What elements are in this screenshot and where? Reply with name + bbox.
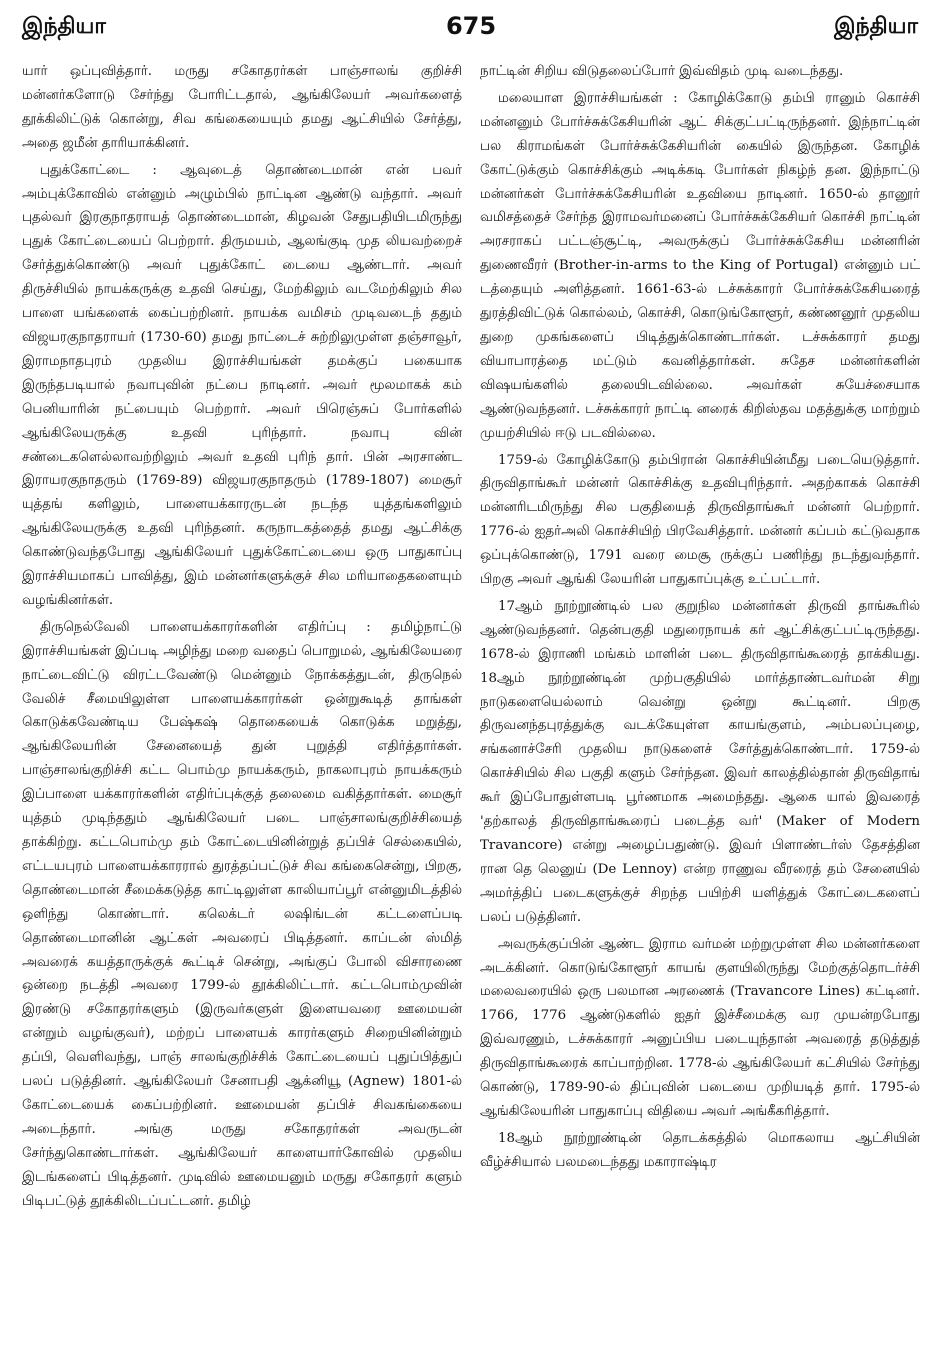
- page-header: [0, 0, 942, 52]
- paragraph: நாட்டின் சிறிய விடுதலைப்போர் இவ்விதம் முடி வடைந்தது.: [480, 64, 844, 79]
- right-column: [480, 60, 920, 1178]
- paragraph: யார் ஒப்புவித்தார். மருது சகோதரர்கள் பாஞ்சாலங் குறிச்சி மன்னர்களோடு சேர்ந்து போரிட்டதால், ஆங்கிலேயர் அவர்களைத் தூக்கிலிட்டுக் கொன்று, சிவ கங்கையையும் தமது ஆட்சியில் சேர்த்து, அதை ஜமீன் தாரியாக்கினர்.: [22, 64, 462, 151]
- paragraph: 18ஆம் நூற்றூண்டின் தொடக்கத்தில் மொகலாய ஆட்சியின் வீழ்ச்சியால் பலமடைந்தது மகாராஷ்டிர: [480, 1130, 920, 1170]
- left-column: [22, 60, 462, 1217]
- paragraph: மலையாள இராச்சியங்கள் : கோழிக்கோடு தம்பி ரானும் கொச்சி மன்னனும் போர்ச்சுக்கேசியரின் ஆட் சிக்குட்பட்டிருந்தனர். இந்நாட்டின் பல கிராமங்கள் போர்ச்சுக்கேசியரின் கையில் இருந்தன. கோழிக் கோட்டுக்கும் கொச்சிக்கும் அடிக்கடி போர்கள் நிகழ்ந் தன. இந்நாட்டு மன்னர்கள் போர்ச்சுக்கேசியரின் உதவியை நாடினர். 1650-ல் தானூர் வமிசத்தைச் சேர்ந்த இராமவர்மனைப் போர்ச்சுக்கேசியர் கொச்சி நாட்டின் அரசராகப் பட்டஞ்சூட்டி, அவருக்குப் போர்ச்சுக்கேசிய மன்னரின் துணைவீரர் (Brother-in-arms to the King of Portugal) என்னும் பட் டத்தையும் அளித்தனர். 1661-63-ல் டச்சுக்காரர் போர்ச்சுக்கேசியரைத் துரத்திவிட்டுக் கொல்லம், கொச்சி, கொடுங்கோளூர், கண்ணனூர் முதலிய துறை முகங்களைப் பிடித்துக்கொண்டார்கள். டச்சுக்காரர் தமது வியாபாரத்தை மட்டும் கவனித்தார்கள். சுதேச மன்னர்களின் விஷயங்களில் தலையிடவில்லை. அவர்கள் சுயேச்சையாக ஆண்டுவந்தனர். டச்சுக்காரர் நாட்டி னரைக் கிறிஸ்தவ மதத்துக்கு மாற்றும் முயற்சியில் ஈடு படவில்லை.: [480, 90, 920, 441]
- paragraph: திருநெல்வேலி பாளையக்காரர்களின் எதிர்ப்பு : தமிழ்நாட்டு இராச்சியங்கள் இப்படி அழிந்து மறை வதைப் பொறுமல், ஆங்கிலேயரை நாட்டைவிட்டு விரட்டவேண்டு மென்னும் நோக்கத்துடன், திருநெல் வேலிச் சீமையிலுள்ள பாளையக்காரர்கள் ஒன்றுகூடித் தாங்கள் கொடுக்கவேண்டிய பேஷ்கஷ் தொகையைக் கொடுக்க மறுத்து, ஆங்கிலேயரின் சேனையைத் துன் புறுத்தி எதிர்த்தார்கள். பாஞ்சாலங்குறிச்சி கட்ட பொம்மு நாயக்கரும், நாகலாபுரம் நாயக்கரும் இப்பாளை யக்காரர்களின் எதிர்ப்புக்குத் தலைமை வகித்தார்கள். மைசூர் யுத்தம் முடிந்ததும் ஆங்கிலேயர் படை பாஞ்சாலங்குறிச்சியைத் தாக்கிற்று. கட்டபொம்மு தம் கோட்டையினின்றுத் தப்பிச் செல்கையில், எட்டயபுரம் பாளையக்காரரால் துரத்தப்பட்டுச் சிவ கங்கைசென்று, பிறகு, தொண்டைமான் சீமைக்கடுத்த காட்டிலுள்ள காலியாப்பூர் என்னுமிடத்தில் ஒளிந்து கொண்டார். கலெக்டர் லஷிங்டன் கட்டளைப்படி தொண்டைமானின் ஆட்கள் அவரைப் பிடித்தனர். காப்டன் ஸ்மித் அவரைக் கயத்தாருக்குக் கூட்டிச் சென்று, அங்குப் போலி விசாரணை ஒன்றை நடத்தி அவரை 1799-ல் தூக்கிலிட்டார். கட்டபொம்முவின் இரண்டு சகோதரர்களும் (இருவர்களுள் இளையவரை ஊமையன் என்றும் வழங்குவர்), மற்றப் பாளையக் காரர்களும் சிறையினின்றும் தப்பி, வெளிவந்து, பாஞ் சாலங்குறிச்சிக் கோட்டையைப் புதுப்பித்துப் பலப் படுத்தினர். ஆங்கிலேயர் சேனாபதி ஆக்னியூ (Agnew) 1801-ல் கோட்டையைக் கைப்பற்றினர். ஊமையன் தப்பிச் சிவகங்கையை அடைந்தார். அங்கு மருது சகோதரர்கள் அவருடன் சேர்ந்துகொண்டார்கள். ஆங்கிலேயர் காளையார்கோவில் முதலிய இடங்களைப் பிடித்தனர். முடிவில் ஊமையனும் மருது சகோதரர் களும் பிடிபட்டுத் தூக்கிலிடப்பட்டனர். தமிழ்: [22, 619, 462, 1209]
- running-title-left: இந்தியா: [22, 14, 106, 39]
- paragraph: 1759-ல் கோழிக்கோடு தம்பிரான் கொச்சியின்மீது படையெடுத்தார். திருவிதாங்கூர் மன்னர் கொச்சிக்கு உதவிபுரிந்தார். அதற்காகக் கொச்சி மன்னரிடமிருந்து சில பகுதியைத் திருவிதாங்கூர் மன்னர் பெற்றார். 1776-ல் ஐதர்அலி கொச்சியிற் பிரவேசித்தார். மன்னர் கப்பம் கட்டுவதாக ஒப்புக்கொண்டு, 1791 வரை மைசூ ருக்குப் பணிந்து நடந்துவந்தார். பிறகு அவர் ஆங்கி லேயரின் பாதுகாப்புக்கு உட்பட்டார்.: [480, 452, 920, 588]
- paragraph: அவருக்குப்பின் ஆண்ட இராம வர்மன் மற்றுமுள்ள சில மன்னர்களை அடக்கினர். கொடுங்கோளூர் காயங் குளயிலிருந்து மேற்குத்தொடர்ச்சி மலைவரையில் ஒரு பலமான அரணைக் (Travancore Lines) கட்டினர். 1766, 1776 ஆண்டுகளில் ஐதர் இச்சீமைக்கு வர முயன்றபோது இவ்வரணும், டச்சுக்காரர் அனுப்பிய படையுந்தான் அவரைத் தடுத்துத் திருவிதாங்கூரைக் காப்பாற்றின. 1778-ல் ஆங்கிலேயர் கட்சியில் சேர்ந்து கொண்டு, 1789-90-ல் திப்புவின் படையை முறியடித் தார். 1795-ல் ஆங்கிலேயரின் பாதுகாப்பு விதியை அவர் அங்கீகரித்தார்.: [480, 936, 920, 1119]
- paragraph: 17ஆம் நூற்றூண்டில் பல குறுநில மன்னர்கள் திருவி தாங்கூரில் ஆண்டுவந்தனர். தென்பகுதி மதுரைநாயக் கர் ஆட்சிக்குட்பட்டிருந்தது. 1678-ல் இராணி மங்கம் மாளின் படை திருவிதாங்கூரைத் தாக்கியது. 18ஆம் நூற்றூண்டின் முற்பகுதியில் மார்த்தாண்டவர்மன் சிறு நாடுகளையெல்லாம் வென்று ஒன்று கூட்டினர். பிறகு திருவனந்தபுரத்துக்கு வடக்கேயுள்ள காயங்குளம், அம்பலப்புழை, சங்கனாச்சேரி முதலிய நாடுகளைச் சேர்த்துக்கொண்டார். 1759-ல் கொச்சியில் சில பகுதி களும் சேர்ந்தன. இவர் காலத்தில்தான் திருவிதாங் கூர் இப்போதுள்ளபடி பூர்ணமாக அமைந்தது. ஆகை யால் இவரைத் 'தற்காலத் திருவிதாங்கூரைப் படைத்த வர்' (Maker of Modern Travancore) என்று அழைப்பதுண்டு. இவர் பிளாண்டர்ஸ் தேசத்தின ரான தெ லெனுய் (De Lennoy) என்ற ராணுவ வீரரைத் தம் சேனையில் அமர்த்திப் படைகளுக்குச் சிறந்த பயிற்சி யளித்துக் கோட்டைகளைப் பலப் படுத்தினர்.: [480, 598, 920, 925]
- running-title-right: இந்தியா: [834, 14, 918, 39]
- page-number: 675: [445, 12, 497, 40]
- paragraph: புதுக்கோட்டை : ஆவுடைத் தொண்டைமான் என் பவர் அம்புக்கோவில் என்னும் அழும்பில் நாட்டின ஆண்டு வந்தார். அவர் புதல்வர் இரகுநாதராயத் தொண்டைமான், கிழவன் சேதுபதியிடமிருந்து புதுக் கோட்டையைப் பெற்றார். திருமயம், ஆலங்குடி முத லியவற்றைச் சேர்த்துக்கொண்டு அவர் புதுக்கோட் டையை ஆண்டார். அவர் திருச்சியில் நாயக்கருக்கு உதவி செய்து, மேற்கிலும் வடமேற்கிலும் சில பாளை யங்களைக் கைப்பற்றினர். நாயக்க வமிசம் முடிவடைந் ததும் விஜயரகுநாதராயர் (1730-60) தமது நாட்டைச் சுற்றிலுமுள்ள தஞ்சாவூர், இராமநாதபுரம் முதலிய இராச்சியங்கள் தமக்குப் பகையாக இருந்தபடியால் நவாபுவின் நட்பை நாடினர். அவர் மூலமாகக் கம் பெனியாரின் நட்பையும் பெற்றார். அவர் பிரெஞ்சுப் போர்களில் ஆங்கிலேயருக்கு உதவி புரிந்தார். நவாபு வின் சண்டைகளெல்லாவற்றிலும் அவர் உதவி புரிந் தார். பின் அரசாண்ட இராயரகுநாதரும் (1769-89) விஜயரகுநாதரும் (1789-1807) மைசூர் யுத்தங் களிலும், பாளையக்காரருடன் நடந்த யுத்தங்களிலும் ஆங்கிலேயருக்கு உதவி புரிந்தனர். கருநாடகத்தைத் தமது ஆட்சிக்கு கொண்டுவந்தபோது ஆங்கிலேயர் புதுக்கோட்டையை ஒரு பாதுகாப்பு இராச்சியமாகப் பாவித்து, இம் மன்னர்களுக்குச் சில மரியாதைகளையும் வழங்கினர்கள்.: [22, 162, 462, 608]
